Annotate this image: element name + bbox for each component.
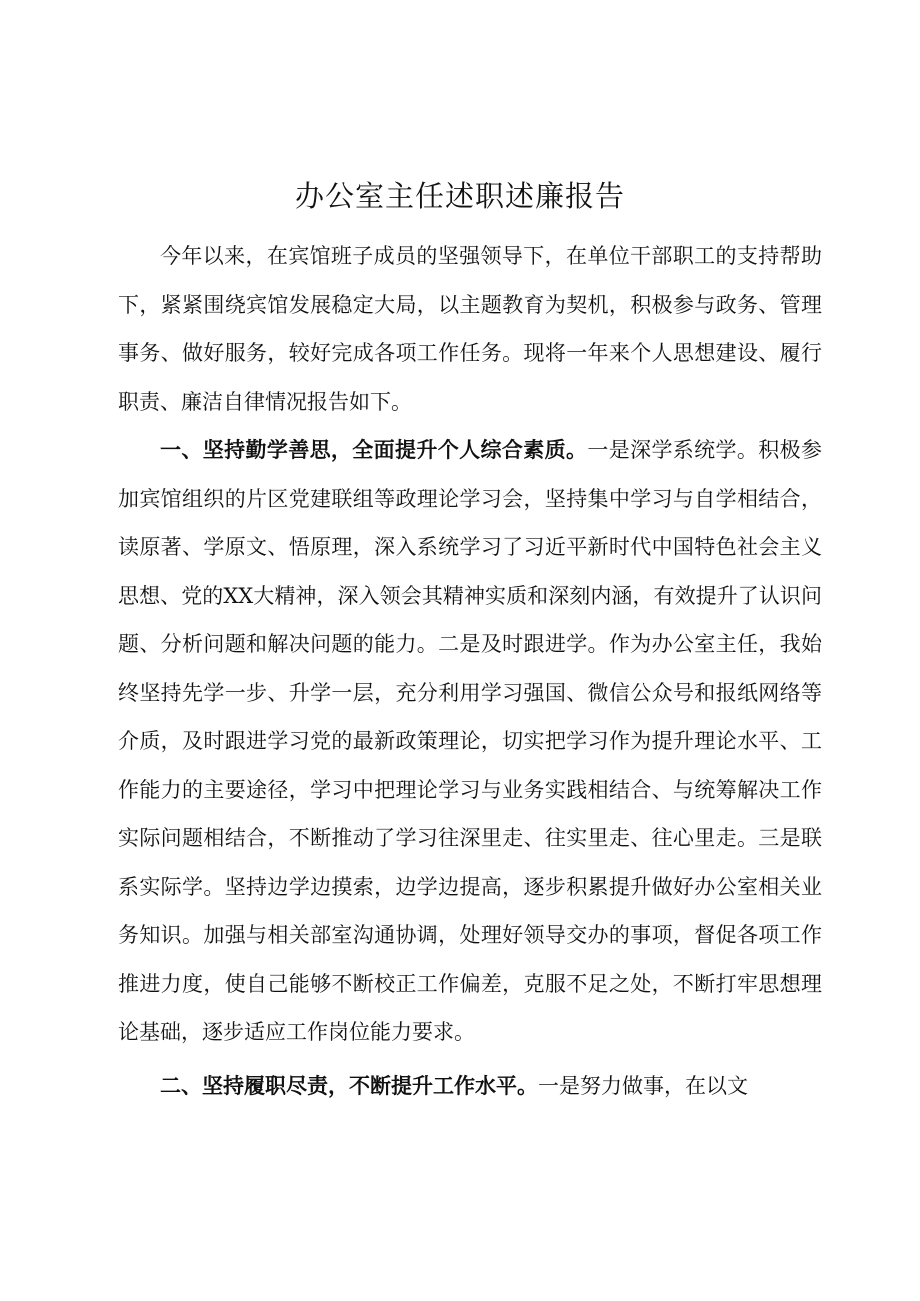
paragraph-intro [118,232,822,426]
document-body [118,232,822,1110]
paragraph-text: 一是深学系统学。积极参加宾馆组织的片区党建联组等政理论学习会，坚持集中学习与自学相结合，读原著、学原文、悟原理，深入系统学习了习近平新时代中国特色社会主义思想、党的XX大精神，深入领会其精神实质和深刻内涵，有效提升了认识问题、分析问题和解决问题的能力。二是及时跟进学。作为办公室主任，我始终坚持先学一步、升学一层，充分利用学习强国、微信公众号和报纸网络等介质，及时跟进学习党的最新政策理论，切实把学习作为提升理论水平、工作能力的主要途径，学习中把理论学习与业务实践相结合、与统筹解决工作实际问题相结合，不断推动了学习往深里走、往实里走、往心里走。三是联系实际学。坚持边学边摸索，边学边提高，逐步积累提升做好办公室相关业务知识。加强与相关部室沟通协调，处理好领导交办的事项，督促各项工作推进力度，使自己能够不断校正工作偏差，克服不足之处，不断打牢思想理论基础，逐步适应工作岗位能力要求。 [118,438,823,1044]
paragraph-section-1 [118,426,822,1057]
paragraph-text: 一是努力做事，在以文 [538,1073,748,1098]
document-title: 办公室主任述职述廉报告 [294,179,625,213]
section-heading-1: 一、坚持勤学善思，全面提升个人综合素质。 [160,437,588,462]
section-heading-2: 二、坚持履职尽责，不断提升工作水平。 [160,1072,538,1098]
paragraph-text: 今年以来，在宾馆班子成员的坚强领导下，在单位干部职工的支持帮助下，紧紧围绕宾馆发展稳定大局，以主题教育为契机，积极参与政务、管理事务、做好服务，较好完成各项工作任务。现将一年来个人思想建设、履行职责、廉洁自律情况报告如下。 [118,244,822,414]
paragraph-section-2 [118,1062,822,1111]
